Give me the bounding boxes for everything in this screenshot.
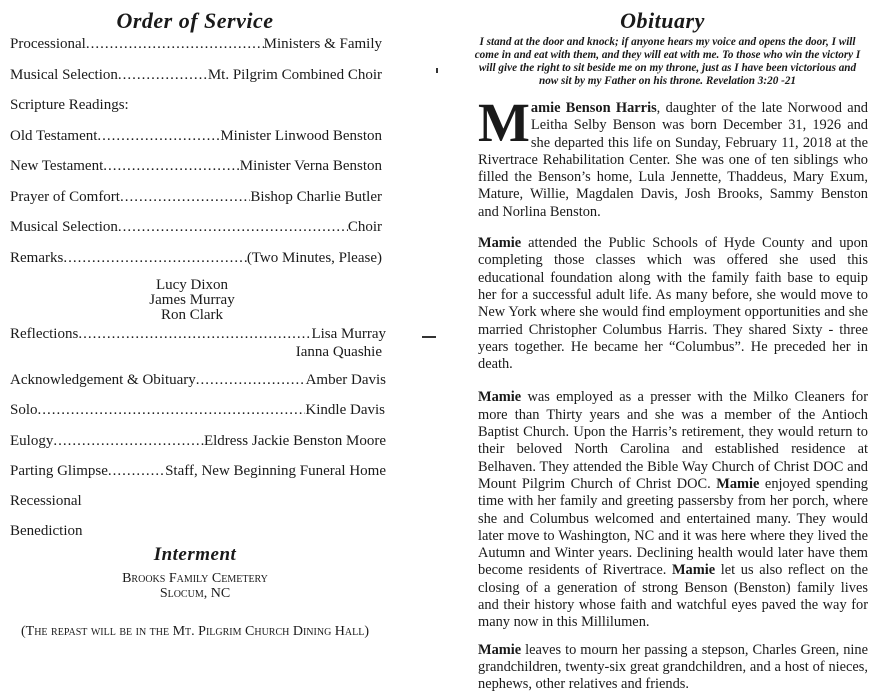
- program-item: [10, 371, 386, 389]
- dot-leader: [120, 188, 250, 206]
- item-value: Choir: [347, 219, 382, 235]
- dot-leader: [118, 218, 348, 236]
- dot-leader: [38, 401, 306, 419]
- program-item: Scripture Readings:: [10, 97, 129, 113]
- dot-leader: [53, 432, 204, 450]
- item-value: Minister Linwood Benston: [220, 128, 382, 144]
- item-value: Lisa Murray: [311, 326, 386, 342]
- deceased-name: Mamie: [478, 641, 522, 658]
- order-of-service-title: Order of Service: [116, 8, 274, 33]
- item-value: Ministers & Family: [263, 36, 382, 52]
- obituary-paragraph: [478, 642, 868, 694]
- paragraph-text: let us also reflect on the closing of a generation of strong Benson (Benston) family lives and their history whose faith and watchful eyes paved the way for many now in this Millilumen.: [478, 562, 868, 631]
- repast-note: (The repast will be in the Mt. Pilgrim Church Dining Hall): [21, 624, 369, 639]
- dot-leader: [97, 127, 220, 145]
- speaker-name: Lucy Dixon: [155, 277, 229, 293]
- obituary-title: Obituary: [620, 8, 705, 33]
- drop-cap: M: [478, 92, 530, 153]
- item-label: Parting Glimpse: [10, 463, 108, 479]
- item-label: Eulogy: [10, 433, 54, 449]
- obituary-page: [450, 0, 875, 694]
- deceased-name: Mamie: [478, 389, 522, 406]
- deceased-name: Mamie: [716, 475, 760, 492]
- cemetery-name: Brooks Family Cemetery: [122, 571, 268, 586]
- deceased-name: amie Benson Harris: [530, 100, 657, 116]
- item-value: Minister Verna Benston: [239, 158, 382, 174]
- item-label: Musical Selection: [10, 67, 118, 83]
- program-item: Recessional: [10, 493, 82, 509]
- scan-mark: [422, 336, 436, 338]
- paragraph-text: , daughter of the late Norwood and Leitha Selby Benson was born December 31, 1926 and she departed this life on Sunday, February 11, 2018 at the Rivertrace Rehabilitation Center. She was one of ten siblings who filled the Benson’s home, Lula Jennette, Thaddeus, Mary Exum, Mature, Willie, Magdalen Davis, Josh Brooks, Sammy Benston and Norlina Benston.: [478, 100, 868, 220]
- paragraph-text: was employed as a presser with the Milko Cleaners for more than Thirty years and she was a member of the Antioch Baptist Church. Upon the Harris’s retirement, they would return to their beloved North Carolina and established residence at Belhaven. They attended the Bible Way Church of Christ DOC and Mount Pilgrim Church of Christ DOC.: [478, 389, 868, 492]
- dot-leader: [103, 157, 240, 175]
- program-item: [10, 218, 382, 236]
- item-value: Mt. Pilgrim Combined Choir: [207, 67, 382, 83]
- item-label: Reflections: [10, 326, 79, 342]
- deceased-name: Mamie: [671, 562, 716, 579]
- item-value: Kindle Davis: [305, 402, 385, 418]
- paragraph-text: attended the Public Schools of Hyde County and upon completing those classes which was offered she used this educational foundation along with the family faith base to equip her for a successful adult life. As many before, she would move to New York where she would find employment opportunities and she married Christopher Columbus Harris. They shared Sixty - three years together. He became her “Columbus”. He preceded her in death.: [478, 235, 868, 373]
- item-value-secondary: Ianna Quashie: [295, 344, 382, 360]
- item-value: (Two Minutes, Please): [246, 250, 382, 266]
- obituary-paragraph: [478, 389, 868, 631]
- dot-leader: [78, 325, 311, 343]
- scan-mark: [436, 68, 438, 73]
- item-label: Solo: [10, 402, 38, 418]
- program-item: [10, 66, 382, 84]
- item-label: New Testament: [10, 158, 104, 174]
- scripture-verse: I stand at the door and knock; if anyone hears my voice and opens the door, I will come in and eat with them, and they will eat with me. To those who win the victory I will give the right to sit beside me on my throne, just as I have been victorious and now sit by my Father on his throne. Revelation 3:20 -21: [474, 36, 861, 87]
- program-item: [10, 157, 382, 175]
- interment-title: Interment: [153, 544, 237, 565]
- program-item: [10, 188, 382, 206]
- speaker-name: James Murray: [149, 292, 235, 308]
- dot-leader: [86, 35, 264, 53]
- dot-leader: [118, 66, 208, 84]
- item-label: Musical Selection: [10, 219, 118, 235]
- cemetery-location: Slocum, NC: [159, 586, 231, 601]
- program-item: [10, 249, 382, 267]
- item-value: Staff, New Beginning Funeral Home: [165, 463, 386, 479]
- program-item: [10, 401, 385, 419]
- program-item: [10, 462, 386, 480]
- item-label: Old Testament: [10, 128, 98, 144]
- dot-leader: [196, 371, 306, 389]
- remarks-names: [100, 278, 284, 323]
- program-item: [10, 325, 386, 343]
- obituary-paragraph: [478, 235, 868, 373]
- obituary-paragraph: [478, 92, 868, 221]
- program-item: Benediction: [10, 523, 83, 539]
- program-item: [10, 432, 386, 450]
- dot-leader: [108, 462, 165, 480]
- paragraph-text: leaves to mourn her passing a stepson, Charles Green, nine grandchildren, twenty-six great grandchildren, and a host of nieces, nephews, other relatives and friends.: [478, 641, 868, 693]
- item-label: Remarks: [10, 250, 64, 266]
- item-value: Eldress Jackie Benston Moore: [203, 433, 386, 449]
- item-value: Amber Davis: [305, 372, 386, 388]
- program-item: [10, 127, 382, 145]
- speaker-name: Ron Clark: [160, 307, 224, 323]
- item-label: Acknowledgement & Obituary: [10, 372, 196, 388]
- item-label: Processional: [10, 36, 86, 52]
- order-of-service-page: [0, 0, 440, 649]
- dot-leader: [63, 249, 246, 267]
- program-item: [10, 35, 382, 53]
- paragraph-text: enjoyed spending time with her family and greeting passersby from her porch, where she and Columbus welcomed and entertained many. They would later move to Washington, NC and it was here where they lived the Autumn and Winter years. Declining health would later have them become residents of Rivertrace.: [478, 475, 868, 579]
- item-value: Bishop Charlie Butler: [250, 189, 382, 205]
- item-label: Prayer of Comfort: [10, 189, 120, 205]
- deceased-name: Mamie: [478, 235, 522, 252]
